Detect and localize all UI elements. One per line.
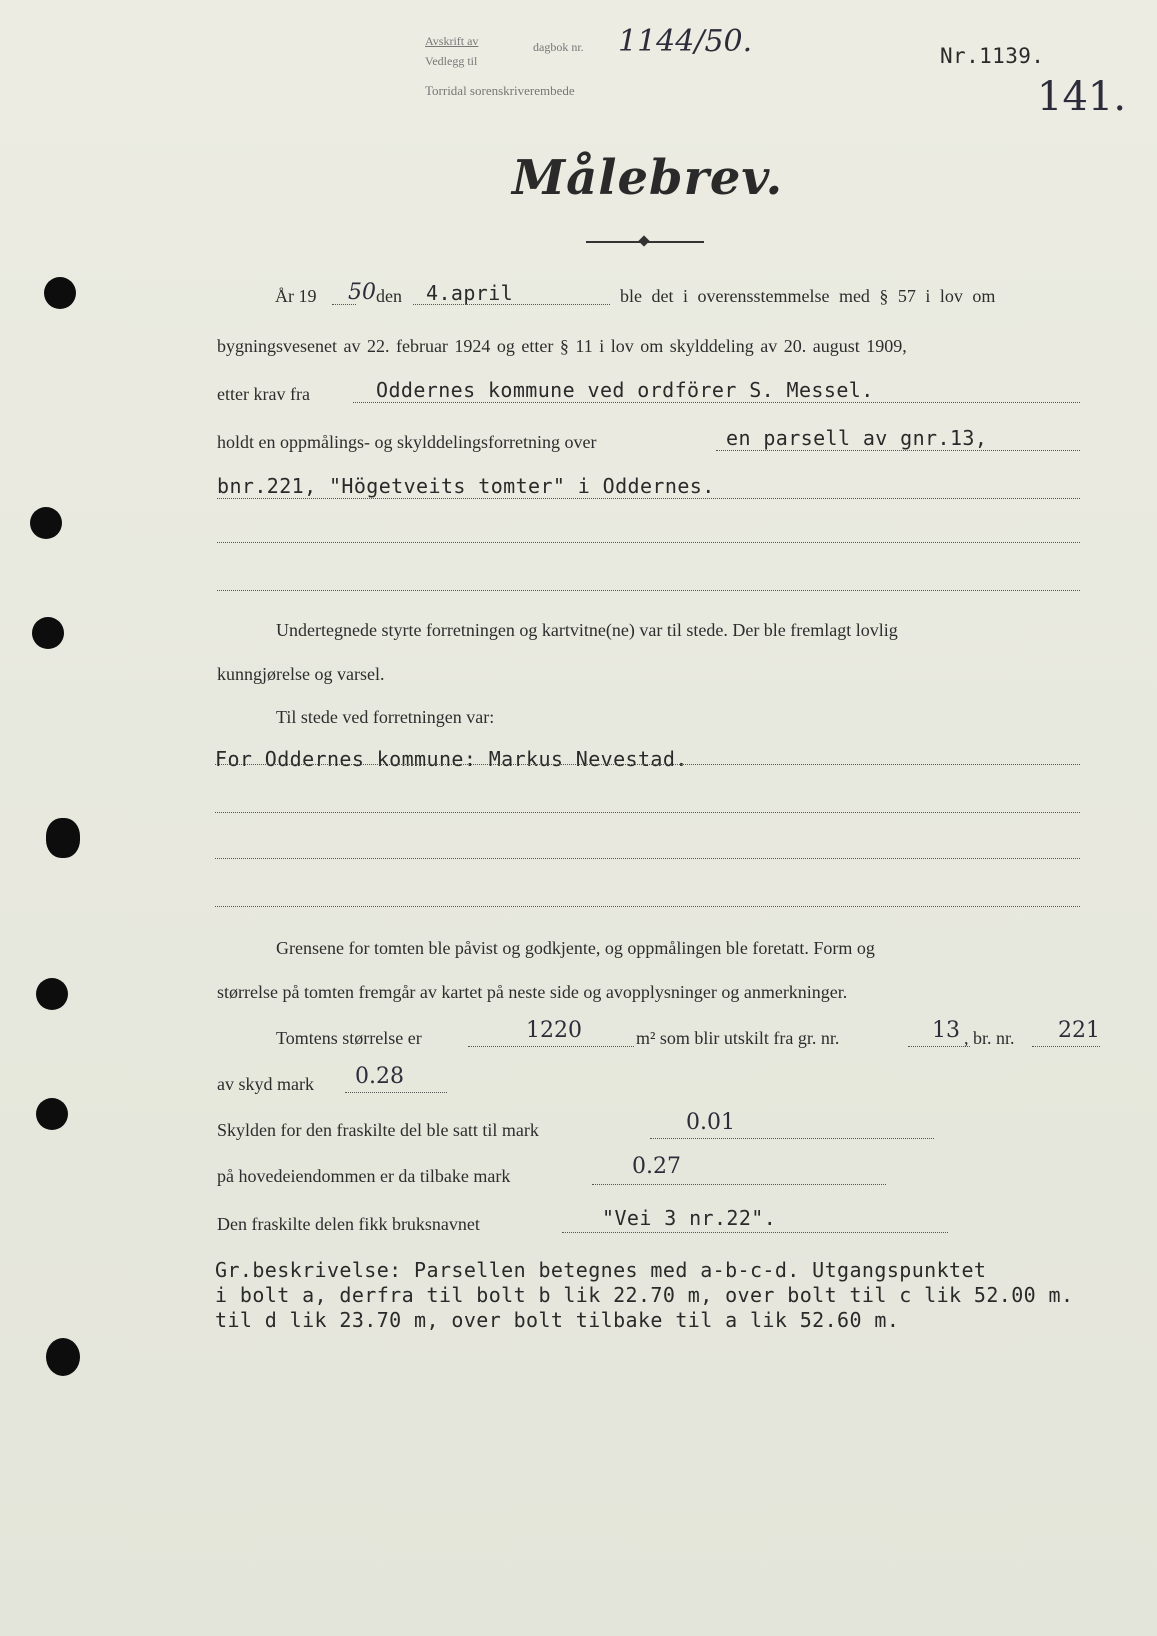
punch-hole [36,978,68,1010]
size-label: Tomtens størrelse er [276,1028,422,1048]
skyld-value: 0.28 [355,1064,404,1089]
para2-line3: Til stede ved forretningen var: [276,707,495,727]
navn-label: Den fraskilte delen fikk bruksnavnet [217,1214,480,1234]
punch-hole [32,617,64,649]
para3-line2: størrelse på tomten fremgår av kartet på neste side og avopplysninger og anmerkninger. [217,982,848,1002]
para2-line1: Undertegnede styrte forretningen og kartvitne(ne) var til stede. Der ble fremlagt lovlig [276,620,898,640]
punch-hole [44,277,76,309]
punch-hole [46,1338,80,1376]
document-title: Målebrev. [512,150,784,206]
br-value: 221 [1058,1018,1100,1043]
krav-label: etter krav fra [217,384,310,404]
description-line-1: Gr.beskrivelse: Parsellen betegnes med a-b-c-d. Utgangspunktet [215,1258,987,1282]
para2-line2: kunngjørelse og varsel. [217,664,385,684]
ar-label: År 19 [275,286,317,306]
dagbok-label: dagbok nr. [533,40,584,54]
page-number: 141. [1037,74,1127,120]
holdt-value: en parsell av gnr.13, [726,426,988,450]
navn-value: "Vei 3 nr.22". [602,1206,777,1230]
holdt-label: holdt en oppmålings- og skylddelingsforretning over [217,432,597,452]
dagbok-number: 1144/50. [618,24,753,59]
punch-hole [30,507,62,539]
gr-value: 13 [932,1018,960,1043]
description-line-2: i bolt a, derfra til bolt b lik 22.70 m, over bolt til c lik 52.00 m. [215,1283,1074,1307]
den-label: den [376,286,402,306]
document-number: Nr.1139. [940,44,1045,68]
hoved-value: 0.27 [632,1154,681,1179]
para3-line1: Grensene for tomten ble påvist og godkjente, og oppmålingen ble foretatt. Form og [276,938,875,958]
present-parties: For Oddernes kommune: Markus Nevestad. [215,747,688,771]
br-label: , br. nr. [964,1028,1015,1048]
skyld-label: av skyd mark [217,1074,314,1094]
punch-hole [36,1098,68,1130]
description-line-3: til d lik 23.70 m, over bolt tilbake til a lik 52.60 m. [215,1308,900,1332]
stamp-line-3: Torridal sorenskriverembede [425,83,575,98]
year-value: 50 [348,280,376,305]
title-ornament-diamond [638,235,649,246]
hoved-label: på hovedeiendommen er da tilbake mark [217,1166,511,1186]
date-value: 4.april [426,281,514,305]
fraskilt-label: Skylden for den fraskilte del ble satt til mark [217,1120,539,1140]
stamp-line-1: Avskrift av [425,34,479,48]
fraskilt-value: 0.01 [686,1110,735,1135]
stamp-line-2: Vedlegg til [425,54,478,68]
para1-rest: ble det i overensstemmelse med § 57 i lov om [620,286,996,306]
holdt-value-line2: bnr.221, "Högetveits tomter" i Oddernes. [217,474,715,498]
para1-line2: bygningsvesenet av 22. februar 1924 og etter § 11 i lov om skylddeling av 20. august 1909, [217,336,907,356]
krav-value: Oddernes kommune ved ordförer S. Messel. [376,378,874,402]
size-unit: m² som blir utskilt fra gr. nr. [636,1028,840,1048]
size-value: 1220 [526,1018,582,1043]
punch-hole [46,818,80,858]
